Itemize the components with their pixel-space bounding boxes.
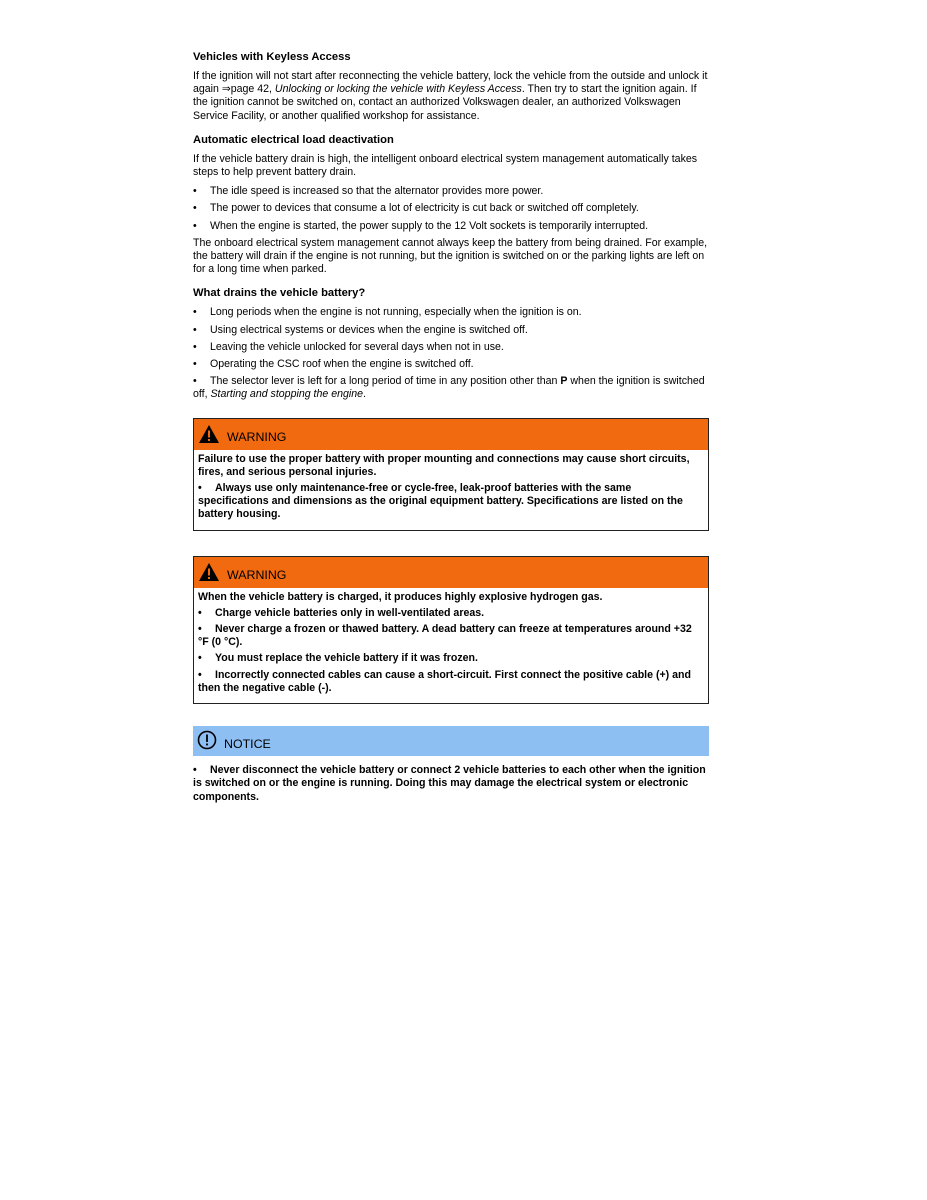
bullet: • — [193, 358, 197, 371]
paragraph-load-intro: If the vehicle battery drain is high, the intelligent onboard electrical system management automatically takes steps to help prevent battery drain. — [193, 152, 698, 179]
list-item-text: . — [363, 388, 366, 401]
bullet: • — [198, 623, 202, 636]
list-item-text: when the ignition is switched off, — [193, 375, 705, 401]
warning-bullet-text: Never charge a frozen or thawed battery. A dead battery can freeze at temperatures around +32 °F (0 °C). — [198, 623, 692, 649]
warning-triangle-icon — [198, 424, 220, 449]
warning-title: WARNING — [227, 567, 287, 582]
list-item — [193, 324, 709, 337]
list-item — [193, 358, 709, 371]
warning-bullet — [198, 623, 703, 649]
list-item — [193, 220, 709, 233]
list-item-text: Using electrical systems or devices when the engine is switched off. — [210, 323, 528, 336]
bullet: • — [193, 375, 197, 388]
document-page — [193, 50, 709, 804]
section-load-deactivation — [193, 133, 709, 277]
cross-reference-link[interactable]: Starting and stopping the engine — [210, 388, 364, 401]
warning-bullet-text: Incorrectly connected cables can cause a short-circuit. First connect the positive cable (+) and then the negative cable (-). — [198, 668, 691, 694]
list-item-text: The selector lever is left for a long period of time in any position other than — [210, 375, 561, 388]
notice-text: Never disconnect the vehicle battery or connect 2 vehicle batteries to each other when the ignition is switched on or the engine is running. Doing this may damage the electrical system or electronic components. — [193, 764, 706, 803]
warning-intro: When the vehicle battery is charged, it produces highly explosive hydrogen gas. — [198, 590, 603, 603]
warning-intro: Failure to use the proper battery with proper mounting and connections may cause short circuits, fires, and serious personal injuries. — [198, 452, 690, 478]
list-item-text: The idle speed is increased so that the alternator provides more power. — [210, 185, 544, 198]
warning-bullet-text: Always use only maintenance-free or cycle-free, leak-proof batteries with the same specifications and dimensions as the original equipment battery. Specifications are listed on the battery housing. — [198, 482, 683, 521]
heading-battery-drain: What drains the vehicle battery? — [193, 287, 366, 300]
paragraph-load-outro: The onboard electrical system management cannot always keep the battery from being drained. For example, the battery will drain if the engine is not running, but the ignition is switched on or the parking lights are left on for a long time when parked. — [193, 236, 708, 276]
warning-triangle-icon — [198, 562, 220, 587]
warning-bullet-text: Charge vehicle batteries only in well-ventilated areas. — [215, 606, 485, 619]
list-item-text: Leaving the vehicle unlocked for several days when not in use. — [210, 340, 504, 353]
warning-box-battery — [193, 418, 709, 531]
bullet: • — [198, 482, 202, 495]
notice-title: NOTICE — [224, 737, 271, 752]
section-keyless-access — [193, 50, 709, 123]
warning-title: WARNING — [227, 429, 287, 444]
warning-box-hydrogen — [193, 556, 709, 704]
warning-bullet — [198, 652, 703, 665]
warning-bullet — [198, 482, 703, 522]
bullet: • — [198, 606, 202, 619]
notice-body — [193, 764, 709, 804]
warning-header — [194, 557, 708, 588]
list-item — [193, 375, 709, 401]
bullet: • — [193, 306, 197, 319]
notice-header — [193, 726, 709, 756]
section-battery-drain — [193, 286, 709, 401]
list-item — [193, 306, 709, 319]
list-item-text: When the engine is started, the power supply to the 12 Volt sockets is temporarily interrupted. — [210, 219, 649, 232]
warning-header — [194, 419, 708, 450]
bullet: • — [198, 668, 202, 681]
bullet: • — [193, 764, 197, 777]
cross-reference-link[interactable]: Unlocking or locking the vehicle with Keyless Access — [274, 83, 522, 96]
warning-body — [194, 588, 708, 703]
list-item-text: The power to devices that consume a lot of electricity is cut back or switched off completely. — [210, 202, 639, 215]
warning-bullet-text: You must replace the vehicle battery if it was frozen. — [215, 652, 478, 665]
warning-bullet — [198, 607, 703, 620]
bullet: • — [193, 323, 197, 336]
bullet: • — [198, 652, 202, 665]
selector-position-label: P — [560, 375, 568, 388]
list-item — [193, 185, 709, 198]
text-run: . Then try to start the ignition again. If the ignition cannot be switched on, contact an authorized Volkswagen dealer, an authorized Volkswagen Service Facility, or another qualified workshop for assistance. — [193, 83, 697, 122]
paragraph-keyless-access — [193, 70, 709, 123]
list-item-text: Long periods when the engine is not running, especially when the ignition is on. — [210, 306, 582, 319]
heading-load-deactivation: Automatic electrical load deactivation — [193, 133, 394, 146]
warning-body — [194, 450, 708, 530]
list-item-text: Operating the CSC roof when the engine is switched off. — [210, 358, 474, 371]
text-run: If the ignition will not start after reconnecting the vehicle battery, lock the vehicle from the outside and unlock it again ⇒page 42, — [193, 70, 708, 96]
bullet: • — [193, 219, 197, 232]
list-item — [193, 202, 709, 215]
list-item — [193, 341, 709, 354]
bullet: • — [193, 202, 197, 215]
warning-bullet — [198, 669, 703, 695]
bullet: • — [193, 185, 197, 198]
heading-keyless-access: Vehicles with Keyless Access — [193, 51, 351, 63]
exclamation-circle-icon — [197, 730, 217, 755]
bullet: • — [193, 340, 197, 353]
